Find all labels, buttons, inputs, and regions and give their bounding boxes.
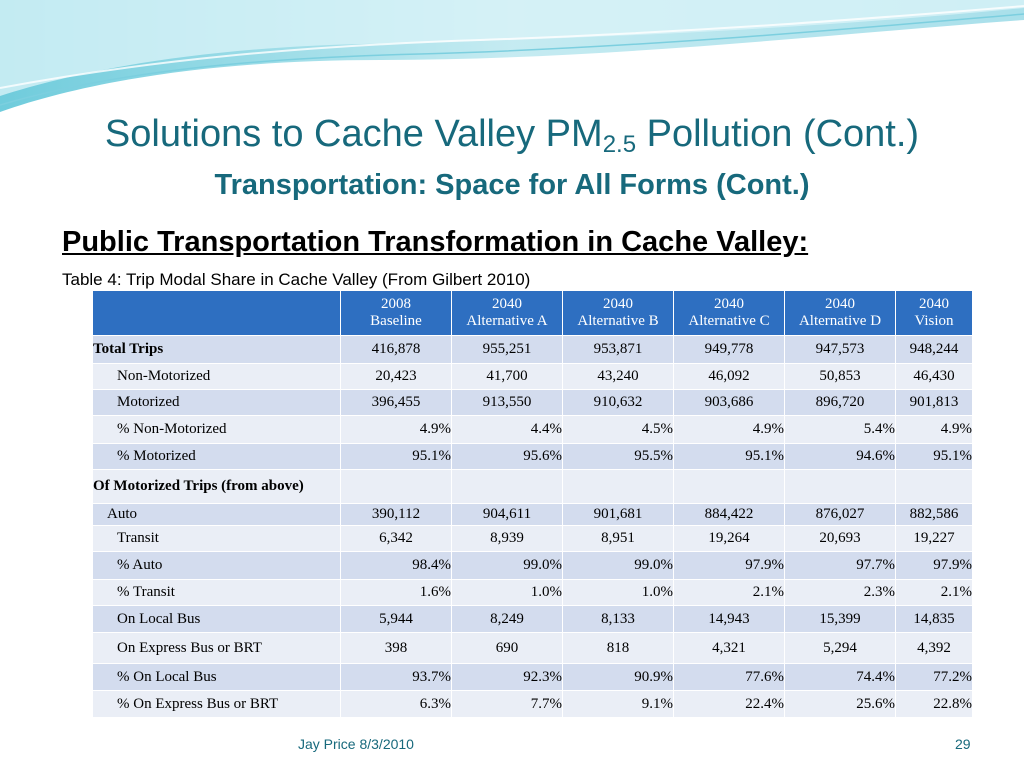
table-cell: 876,027 — [785, 504, 896, 526]
table-cell: 95.1% — [896, 444, 973, 470]
table-cell — [563, 470, 674, 504]
column-header: 2040 Vision — [896, 291, 973, 336]
table-cell: 953,871 — [563, 336, 674, 364]
row-label: Non-Motorized — [93, 364, 341, 390]
modal-share-table — [92, 290, 973, 718]
row-label: On Local Bus — [93, 606, 341, 633]
table-row — [93, 552, 973, 580]
table-cell: 94.6% — [785, 444, 896, 470]
table-cell: 4.9% — [341, 416, 452, 444]
table-cell: 5.4% — [785, 416, 896, 444]
table-cell: 77.2% — [896, 664, 973, 691]
table-cell: 896,720 — [785, 390, 896, 416]
table-cell: 390,112 — [341, 504, 452, 526]
row-label: % On Local Bus — [93, 664, 341, 691]
table-cell: 398 — [341, 633, 452, 664]
table-cell: 90.9% — [563, 664, 674, 691]
slide-subtitle: Transportation: Space for All Forms (Cont.) — [214, 169, 810, 201]
table-cell: 910,632 — [563, 390, 674, 416]
row-label: Motorized — [93, 390, 341, 416]
table-cell: 901,813 — [896, 390, 973, 416]
table-cell: 93.7% — [341, 664, 452, 691]
table-cell: 8,133 — [563, 606, 674, 633]
table-cell: 4.9% — [896, 416, 973, 444]
table-cell: 2.1% — [896, 580, 973, 606]
table-row — [93, 691, 973, 718]
table-cell: 97.9% — [674, 552, 785, 580]
table-cell: 6.3% — [341, 691, 452, 718]
table-cell: 947,573 — [785, 336, 896, 364]
table-cell: 903,686 — [674, 390, 785, 416]
row-label: Of Motorized Trips (from above) — [93, 470, 341, 504]
table-cell: 20,423 — [341, 364, 452, 390]
table-cell: 95.1% — [674, 444, 785, 470]
table-cell: 25.6% — [785, 691, 896, 718]
table-cell: 818 — [563, 633, 674, 664]
table-header-row — [93, 291, 973, 336]
table-cell: 14,943 — [674, 606, 785, 633]
table-cell: 99.0% — [563, 552, 674, 580]
table-cell: 97.7% — [785, 552, 896, 580]
table-caption: Table 4: Trip Modal Share in Cache Valley (From Gilbert 2010) — [62, 270, 531, 289]
table-cell — [674, 470, 785, 504]
table-cell: 955,251 — [452, 336, 563, 364]
table-cell: 2.3% — [785, 580, 896, 606]
table-cell: 5,294 — [785, 633, 896, 664]
column-header: 2040 Alternative C — [674, 291, 785, 336]
table-cell: 19,264 — [674, 526, 785, 552]
table-cell: 4,392 — [896, 633, 973, 664]
column-header: 2040 Alternative A — [452, 291, 563, 336]
page-number: 29 — [955, 736, 971, 752]
table-cell: 1.0% — [452, 580, 563, 606]
table-cell: 901,681 — [563, 504, 674, 526]
table-cell: 46,092 — [674, 364, 785, 390]
table-cell: 884,422 — [674, 504, 785, 526]
table-row — [93, 526, 973, 552]
row-label: % Auto — [93, 552, 341, 580]
table-cell: 43,240 — [563, 364, 674, 390]
row-label: Transit — [93, 526, 341, 552]
table-cell: 416,878 — [341, 336, 452, 364]
table-cell: 99.0% — [452, 552, 563, 580]
table-cell: 19,227 — [896, 526, 973, 552]
column-header: 2040 Alternative B — [563, 291, 674, 336]
table-cell: 882,586 — [896, 504, 973, 526]
table-cell: 690 — [452, 633, 563, 664]
table-cell: 904,611 — [452, 504, 563, 526]
table-row — [93, 470, 973, 504]
table-cell: 20,693 — [785, 526, 896, 552]
table-cell: 46,430 — [896, 364, 973, 390]
table-row — [93, 364, 973, 390]
table-row — [93, 504, 973, 526]
table-cell: 95.1% — [341, 444, 452, 470]
column-header: 2008 Baseline — [341, 291, 452, 336]
table-cell: 95.5% — [563, 444, 674, 470]
table-cell: 1.0% — [563, 580, 674, 606]
table-cell: 22.4% — [674, 691, 785, 718]
table-cell: 949,778 — [674, 336, 785, 364]
table-cell: 41,700 — [452, 364, 563, 390]
table-cell: 8,939 — [452, 526, 563, 552]
table-cell: 22.8% — [896, 691, 973, 718]
title-tail: Pollution (Cont.) — [636, 113, 920, 155]
table-cell: 396,455 — [341, 390, 452, 416]
footer-author: Jay Price 8/3/2010 — [298, 736, 414, 752]
table-cell: 8,249 — [452, 606, 563, 633]
table-cell: 14,835 — [896, 606, 973, 633]
header-empty — [93, 291, 341, 336]
table-cell — [452, 470, 563, 504]
table-cell: 5,944 — [341, 606, 452, 633]
table-cell: 4,321 — [674, 633, 785, 664]
row-label: % Non-Motorized — [93, 416, 341, 444]
table-cell: 6,342 — [341, 526, 452, 552]
table-cell: 98.4% — [341, 552, 452, 580]
table-cell: 74.4% — [785, 664, 896, 691]
table-row — [93, 416, 973, 444]
table-row — [93, 633, 973, 664]
table-row — [93, 580, 973, 606]
row-label: Total Trips — [93, 336, 341, 364]
row-label: Auto — [93, 504, 341, 526]
table-cell: 9.1% — [563, 691, 674, 718]
section-heading: Public Transportation Transformation in Cache Valley: — [62, 226, 809, 258]
title-main: Solutions to Cache Valley PM — [104, 113, 603, 155]
table-cell: 4.5% — [563, 416, 674, 444]
row-label: % Motorized — [93, 444, 341, 470]
wave-banner — [0, 0, 1024, 120]
table-row — [93, 390, 973, 416]
table-cell — [896, 470, 973, 504]
row-label: % On Express Bus or BRT — [93, 691, 341, 718]
table-cell: 8,951 — [563, 526, 674, 552]
table-cell: 4.4% — [452, 416, 563, 444]
table-row — [93, 444, 973, 470]
table-cell: 1.6% — [341, 580, 452, 606]
table-row — [93, 664, 973, 691]
table-row — [93, 606, 973, 633]
table-cell — [341, 470, 452, 504]
table-cell: 50,853 — [785, 364, 896, 390]
table-row — [93, 336, 973, 364]
row-label: On Express Bus or BRT — [93, 633, 341, 664]
table-cell: 7.7% — [452, 691, 563, 718]
table-cell: 95.6% — [452, 444, 563, 470]
table-cell: 92.3% — [452, 664, 563, 691]
row-label: % Transit — [93, 580, 341, 606]
table-cell — [785, 470, 896, 504]
table-cell: 97.9% — [896, 552, 973, 580]
column-header: 2040 Alternative D — [785, 291, 896, 336]
table-cell: 2.1% — [674, 580, 785, 606]
title-subscript: 2.5 — [602, 131, 637, 158]
table-cell: 948,244 — [896, 336, 973, 364]
table-cell: 4.9% — [674, 416, 785, 444]
table-cell: 77.6% — [674, 664, 785, 691]
table-cell: 913,550 — [452, 390, 563, 416]
slide-title — [0, 112, 1024, 167]
table-cell: 15,399 — [785, 606, 896, 633]
